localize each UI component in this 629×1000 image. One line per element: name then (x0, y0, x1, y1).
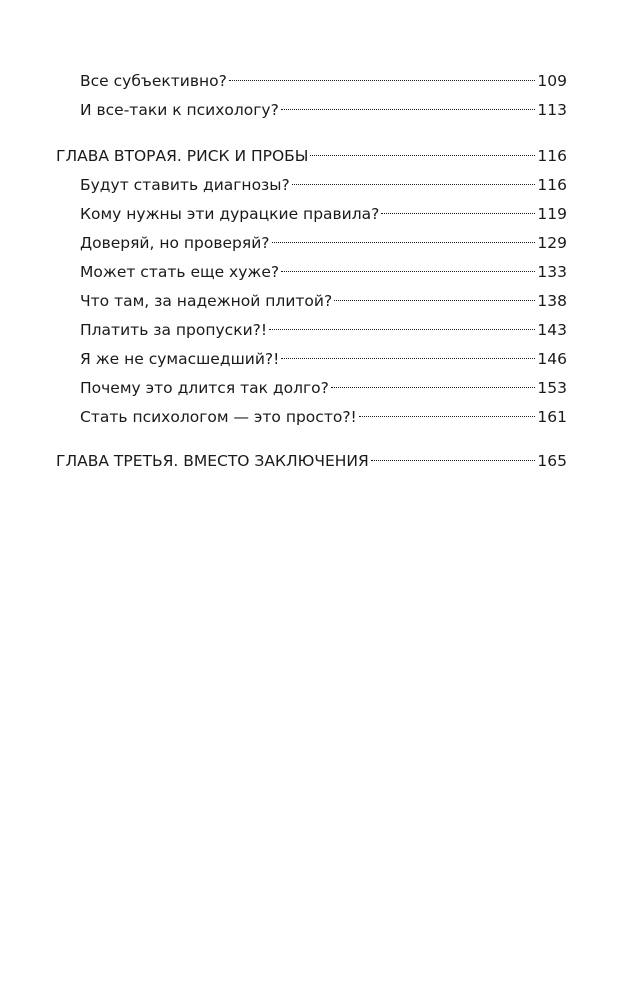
toc-entry-page: 146 (537, 350, 567, 368)
toc-entry-page: 113 (537, 101, 567, 119)
toc-entry-title: Стать психологом — это просто?! (80, 408, 357, 426)
toc-chapter-entry[interactable] (56, 141, 567, 165)
toc-entry[interactable] (80, 373, 567, 397)
toc-entry-page: 109 (537, 72, 567, 90)
toc-entry-page: 116 (537, 147, 567, 165)
dot-leader (269, 315, 535, 335)
toc-entry-title: Я же не сумасшедший?! (80, 350, 280, 368)
dot-leader (229, 66, 536, 86)
dot-leader (371, 446, 536, 466)
toc-entry[interactable] (80, 228, 567, 252)
toc-chapter-entry[interactable] (56, 446, 567, 470)
toc-entry-page: 119 (537, 205, 567, 223)
toc-entry[interactable] (80, 344, 567, 368)
toc-entry[interactable] (80, 286, 567, 310)
toc-entry-page: 116 (537, 176, 567, 194)
toc-entry-page: 165 (537, 452, 567, 470)
toc-entry-page: 133 (537, 263, 567, 281)
dot-leader (281, 95, 536, 115)
dot-leader (331, 373, 536, 393)
toc-entry-title: Что там, за надежной плитой? (80, 292, 333, 310)
dot-leader (281, 344, 535, 364)
toc-entry[interactable] (80, 257, 567, 281)
toc-chapter-title: ГЛАВА ВТОРАЯ. РИСК И ПРОБЫ (56, 147, 309, 165)
toc-entry-page: 138 (537, 292, 567, 310)
toc-entry[interactable] (80, 402, 567, 426)
dot-leader (359, 402, 536, 422)
dot-leader (334, 286, 535, 306)
toc-entry-title: Может стать еще хуже? (80, 263, 280, 281)
toc-entry-title: Будут ставить диагнозы? (80, 176, 290, 194)
dot-leader (381, 199, 535, 219)
toc-entry-title: Доверяй, но проверяй? (80, 234, 270, 252)
toc-entry-page: 129 (537, 234, 567, 252)
toc-entry-title: Почему это длится так долго? (80, 379, 329, 397)
toc-entry[interactable] (80, 170, 567, 194)
dot-leader (292, 170, 536, 190)
toc-entry-title: И все-таки к психологу? (80, 101, 279, 119)
toc-entry-page: 143 (537, 321, 567, 339)
toc-entry-title: Платить за пропуски?! (80, 321, 268, 339)
dot-leader (281, 257, 535, 277)
toc-entry-title: Все субъективно? (80, 72, 227, 90)
toc-entry[interactable] (80, 95, 567, 119)
toc-entry-title: Кому нужны эти дурацкие правила? (80, 205, 380, 223)
toc-entry[interactable] (80, 66, 567, 90)
dot-leader (310, 141, 535, 161)
toc-chapter-title: ГЛАВА ТРЕТЬЯ. ВМЕСТО ЗАКЛЮЧЕНИЯ (56, 452, 369, 470)
toc-entry-page: 153 (537, 379, 567, 397)
toc-entry[interactable] (80, 199, 567, 223)
toc-entry[interactable] (80, 315, 567, 339)
dot-leader (272, 228, 536, 248)
toc-entry-page: 161 (537, 408, 567, 426)
